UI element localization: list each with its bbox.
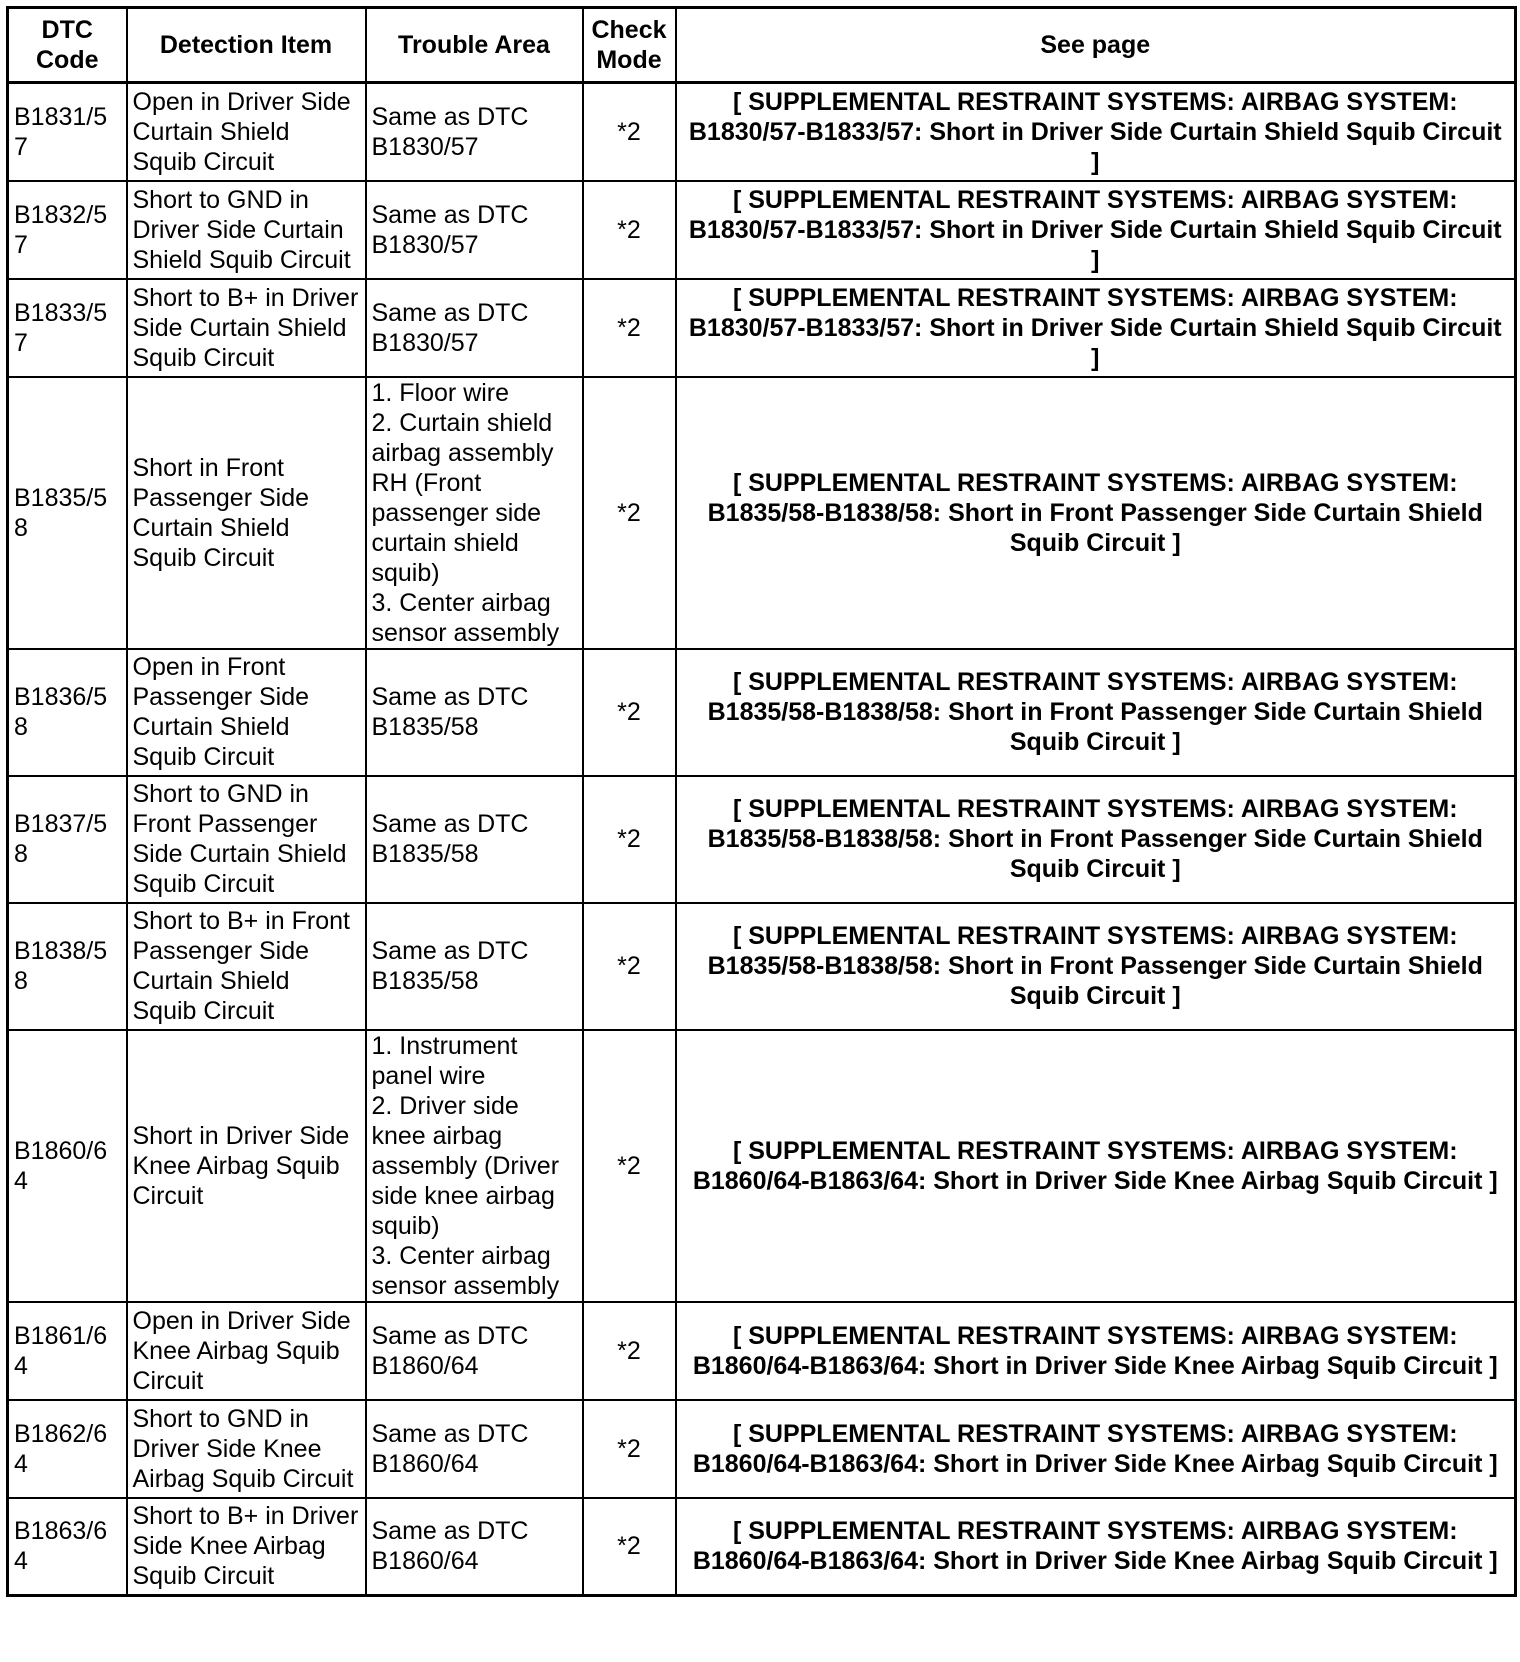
see-page-link[interactable]: [ SUPPLEMENTAL RESTRAINT SYSTEMS: AIRBAG SYSTEM: B1860/64-B1863/64: Short in Driver Side Knee Airbag Squib Circuit ]: [676, 1302, 1516, 1400]
dtc-code-cell: B1832/57: [8, 181, 127, 279]
dtc-table: [6, 6, 1517, 1597]
trouble-area-line: Same as DTC B1830/57: [371, 298, 529, 357]
see-page-link[interactable]: [ SUPPLEMENTAL RESTRAINT SYSTEMS: AIRBAG SYSTEM: B1835/58-B1838/58: Short in Front Passenger Side Curtain Shield Squib Circuit ]: [676, 903, 1516, 1030]
trouble-area-cell: [366, 1498, 583, 1596]
dtc-code-cell: B1861/64: [8, 1302, 127, 1400]
detection-item-cell: Open in Front Passenger Side Curtain Shield Squib Circuit: [127, 649, 366, 776]
see-page-link[interactable]: [ SUPPLEMENTAL RESTRAINT SYSTEMS: AIRBAG SYSTEM: B1860/64-B1863/64: Short in Driver Side Knee Airbag Squib Circuit ]: [676, 1498, 1516, 1596]
table-row: [8, 1302, 1516, 1400]
table-row: [8, 1400, 1516, 1498]
detection-item-cell: Short to B+ in Driver Side Curtain Shield Squib Circuit: [127, 279, 366, 377]
table-header: [8, 8, 1516, 83]
trouble-area-line: 1. Floor wire: [371, 378, 510, 407]
detection-item-cell: Short in Front Passenger Side Curtain Shield Squib Circuit: [127, 377, 366, 649]
trouble-area-line: Same as DTC B1860/64: [371, 1517, 529, 1576]
trouble-area-cell: [366, 1030, 583, 1302]
detection-item-cell: Short to GND in Front Passenger Side Curtain Shield Squib Circuit: [127, 776, 366, 903]
dtc-code-cell: B1860/64: [8, 1030, 127, 1302]
table-row: [8, 1498, 1516, 1596]
header-trouble-area: Trouble Area: [366, 8, 583, 83]
see-page-link[interactable]: [ SUPPLEMENTAL RESTRAINT SYSTEMS: AIRBAG SYSTEM: B1835/58-B1838/58: Short in Front Passenger Side Curtain Shield Squib Circuit ]: [676, 377, 1516, 649]
trouble-area-line: Same as DTC B1830/57: [371, 200, 529, 259]
detection-item-cell: Short to B+ in Driver Side Knee Airbag Squib Circuit: [127, 1498, 366, 1596]
trouble-area-line: Same as DTC B1835/58: [371, 683, 529, 741]
table-row: [8, 776, 1516, 903]
detection-item-cell: Short to GND in Driver Side Knee Airbag Squib Circuit: [127, 1400, 366, 1498]
detection-item-cell: Open in Driver Side Curtain Shield Squib Circuit: [127, 83, 366, 181]
header-check-mode: Check Mode: [583, 8, 676, 83]
check-mode-cell: *2: [583, 279, 676, 377]
see-page-link[interactable]: [ SUPPLEMENTAL RESTRAINT SYSTEMS: AIRBAG SYSTEM: B1830/57-B1833/57: Short in Driver Side Curtain Shield Squib Circuit ]: [676, 279, 1516, 377]
check-mode-cell: *2: [583, 903, 676, 1030]
check-mode-cell: *2: [583, 1400, 676, 1498]
check-mode-cell: *2: [583, 1030, 676, 1302]
table-row: [8, 279, 1516, 377]
trouble-area-line: Same as DTC B1835/58: [371, 810, 529, 868]
check-mode-cell: *2: [583, 776, 676, 903]
dtc-code-cell: B1838/58: [8, 903, 127, 1030]
trouble-area-line: 2. Curtain shield airbag assembly RH (Front passenger side curtain shield squib): [371, 408, 554, 587]
trouble-area-cell: [366, 903, 583, 1030]
trouble-area-line: 1. Instrument panel wire: [371, 1031, 518, 1090]
trouble-area-cell: [366, 1302, 583, 1400]
check-mode-cell: *2: [583, 1498, 676, 1596]
see-page-link[interactable]: [ SUPPLEMENTAL RESTRAINT SYSTEMS: AIRBAG SYSTEM: B1860/64-B1863/64: Short in Driver Side Knee Airbag Squib Circuit ]: [676, 1030, 1516, 1302]
see-page-link[interactable]: [ SUPPLEMENTAL RESTRAINT SYSTEMS: AIRBAG SYSTEM: B1860/64-B1863/64: Short in Driver Side Knee Airbag Squib Circuit ]: [676, 1400, 1516, 1498]
see-page-link[interactable]: [ SUPPLEMENTAL RESTRAINT SYSTEMS: AIRBAG SYSTEM: B1835/58-B1838/58: Short in Front Passenger Side Curtain Shield Squib Circuit ]: [676, 776, 1516, 903]
table-body: [8, 83, 1516, 1596]
see-page-link[interactable]: [ SUPPLEMENTAL RESTRAINT SYSTEMS: AIRBAG SYSTEM: B1830/57-B1833/57: Short in Driver Side Curtain Shield Squib Circuit ]: [676, 181, 1516, 279]
header-dtc-code: DTC Code: [8, 8, 127, 83]
check-mode-cell: *2: [583, 83, 676, 181]
table-row: [8, 83, 1516, 181]
check-mode-cell: *2: [583, 181, 676, 279]
trouble-area-cell: [366, 776, 583, 903]
header-detection-item: Detection Item: [127, 8, 366, 83]
check-mode-cell: *2: [583, 649, 676, 776]
see-page-link[interactable]: [ SUPPLEMENTAL RESTRAINT SYSTEMS: AIRBAG SYSTEM: B1830/57-B1833/57: Short in Driver Side Curtain Shield Squib Circuit ]: [676, 83, 1516, 181]
check-mode-cell: *2: [583, 377, 676, 649]
trouble-area-line: Same as DTC B1860/64: [371, 1321, 529, 1380]
detection-item-cell: Short in Driver Side Knee Airbag Squib Circuit: [127, 1030, 366, 1302]
detection-item-cell: Short to GND in Driver Side Curtain Shield Squib Circuit: [127, 181, 366, 279]
table-row: [8, 649, 1516, 776]
dtc-code-cell: B1862/64: [8, 1400, 127, 1498]
detection-item-cell: Short to B+ in Front Passenger Side Curtain Shield Squib Circuit: [127, 903, 366, 1030]
dtc-code-cell: B1836/58: [8, 649, 127, 776]
trouble-area-line: 2. Driver side knee airbag assembly (Driver side knee airbag squib): [371, 1091, 560, 1240]
trouble-area-line: Same as DTC B1835/58: [371, 937, 529, 995]
trouble-area-cell: [366, 181, 583, 279]
trouble-area-line: 3. Center airbag sensor assembly: [371, 1241, 560, 1300]
trouble-area-cell: [366, 279, 583, 377]
dtc-code-cell: B1863/64: [8, 1498, 127, 1596]
trouble-area-line: 3. Center airbag sensor assembly: [371, 588, 560, 647]
table-row: [8, 903, 1516, 1030]
table-row: [8, 377, 1516, 649]
trouble-area-cell: [366, 377, 583, 649]
dtc-code-cell: B1835/58: [8, 377, 127, 649]
dtc-code-cell: B1831/57: [8, 83, 127, 181]
trouble-area-line: Same as DTC B1860/64: [371, 1419, 529, 1478]
dtc-code-cell: B1837/58: [8, 776, 127, 903]
header-row: [8, 8, 1516, 83]
dtc-code-cell: B1833/57: [8, 279, 127, 377]
detection-item-cell: Open in Driver Side Knee Airbag Squib Circuit: [127, 1302, 366, 1400]
table-row: [8, 181, 1516, 279]
check-mode-cell: *2: [583, 1302, 676, 1400]
trouble-area-cell: [366, 1400, 583, 1498]
header-see-page: See page: [676, 8, 1516, 83]
table-row: [8, 1030, 1516, 1302]
trouble-area-cell: [366, 649, 583, 776]
trouble-area-cell: [366, 83, 583, 181]
see-page-link[interactable]: [ SUPPLEMENTAL RESTRAINT SYSTEMS: AIRBAG SYSTEM: B1835/58-B1838/58: Short in Front Passenger Side Curtain Shield Squib Circuit ]: [676, 649, 1516, 776]
trouble-area-line: Same as DTC B1830/57: [371, 102, 529, 161]
